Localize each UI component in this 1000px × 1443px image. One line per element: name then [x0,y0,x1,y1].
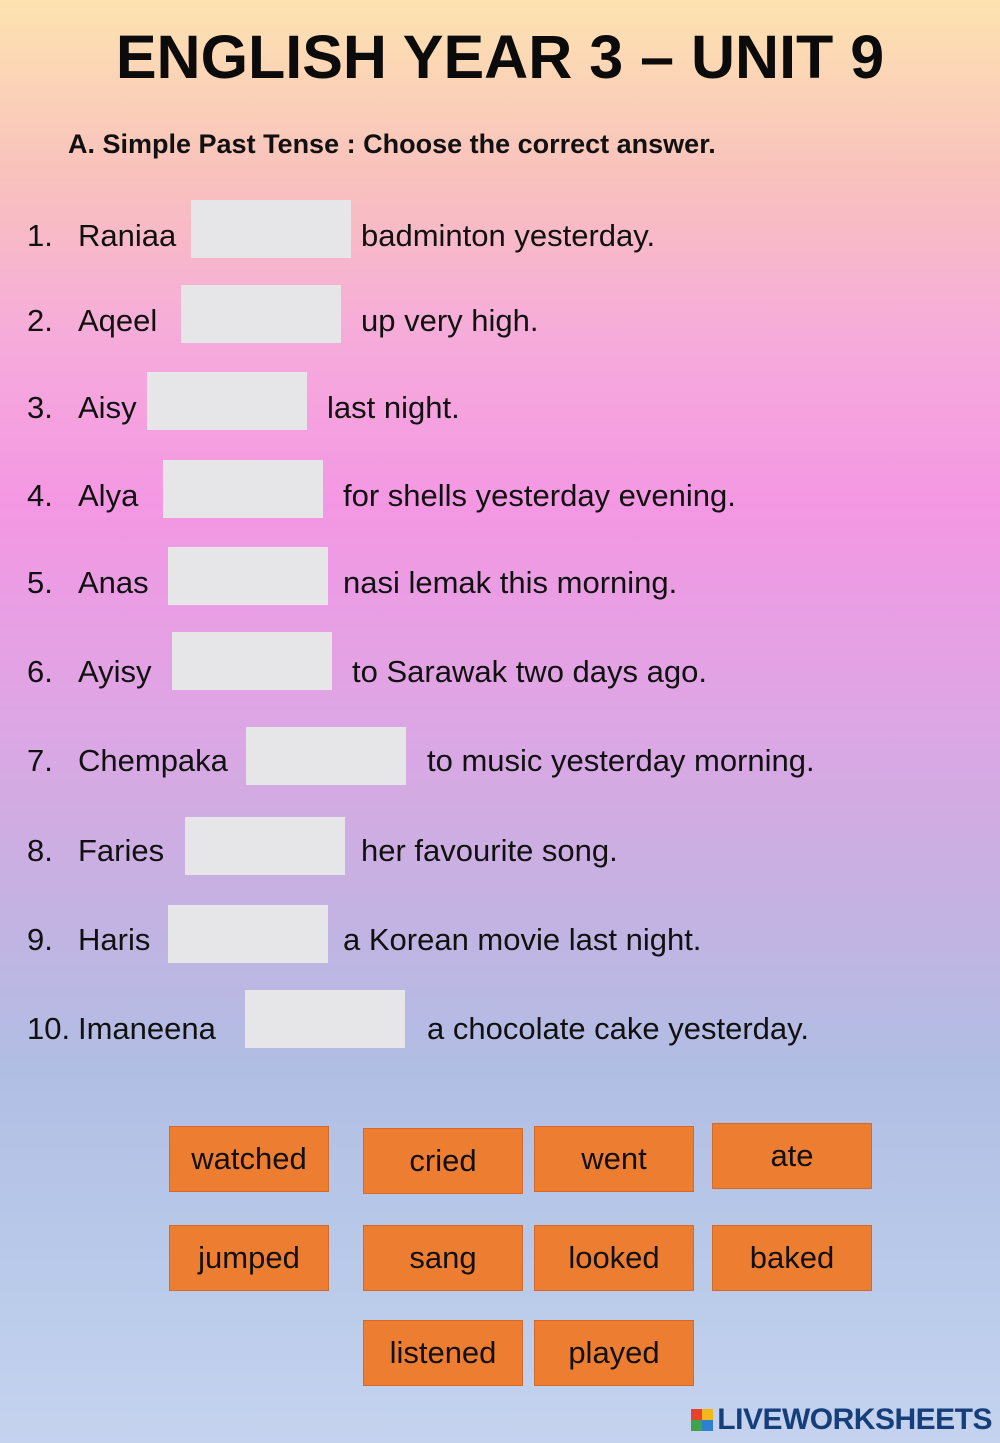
question-rest: last night. [327,390,460,425]
question-row [0,727,1000,787]
question-rest: badminton yesterday. [361,218,656,253]
question-rest: a chocolate cake yesterday. [427,1011,809,1046]
question-number: 4. [27,478,53,513]
word-chip-listened[interactable]: listened [363,1320,523,1386]
word-chip-ate[interactable]: ate [712,1123,872,1189]
word-chip-sang[interactable]: sang [363,1225,523,1291]
question-row [0,905,1000,965]
question-row [0,460,1000,520]
question-subject: Faries [78,833,165,868]
question-row [0,990,1000,1050]
question-rest: for shells yesterday evening. [343,478,736,513]
word-chip-went[interactable]: went [534,1126,694,1192]
word-chip-looked[interactable]: looked [534,1225,694,1291]
question-subject: Chempaka [78,743,228,778]
answer-blank-7[interactable] [246,727,406,785]
question-rest: to music yesterday morning. [427,743,815,778]
question-subject: Raniaa [78,218,177,253]
question-rest: her favourite song. [361,833,618,868]
question-subject: Aqeel [78,303,158,338]
answer-blank-8[interactable] [185,817,345,875]
watermark-text: LIVEWORKSHEETS [717,1403,992,1436]
answer-blank-5[interactable] [168,547,328,605]
question-number: 6. [27,654,53,689]
question-number: 10. [27,1011,71,1046]
worksheet-title: ENGLISH YEAR 3 – UNIT 9 [115,23,885,91]
word-chip-baked[interactable]: baked [712,1225,872,1291]
question-number: 7. [27,743,53,778]
liveworksheets-logo-icon [691,1409,713,1431]
question-subject: Alya [78,478,139,513]
answer-blank-1[interactable] [191,200,351,258]
answer-blank-4[interactable] [163,460,323,518]
answer-blank-3[interactable] [147,372,307,430]
answer-blank-2[interactable] [181,285,341,343]
question-rest: nasi lemak this morning. [343,565,678,600]
question-number: 9. [27,922,53,957]
question-number: 5. [27,565,53,600]
question-number: 2. [27,303,53,338]
question-subject: Haris [78,922,151,957]
question-number: 3. [27,390,53,425]
question-rest: up very high. [361,303,539,338]
question-row [0,817,1000,877]
word-chip-jumped[interactable]: jumped [169,1225,329,1291]
question-subject: Imaneena [78,1011,216,1046]
instruction-text: A. Simple Past Tense : Choose the correct answer. [68,129,716,159]
question-subject: Anas [78,565,149,600]
answer-blank-9[interactable] [168,905,328,963]
question-subject: Ayisy [78,654,152,689]
question-row [0,372,1000,432]
question-rest: a Korean movie last night. [343,922,702,957]
question-row [0,632,1000,692]
question-rest: to Sarawak two days ago. [352,654,707,689]
question-row [0,285,1000,345]
answer-blank-6[interactable] [172,632,332,690]
word-chip-watched[interactable]: watched [169,1126,329,1192]
question-number: 1. [27,218,53,253]
question-row [0,547,1000,607]
question-number: 8. [27,833,53,868]
word-chip-played[interactable]: played [534,1320,694,1386]
answer-blank-10[interactable] [245,990,405,1048]
question-row [0,200,1000,260]
word-chip-cried[interactable]: cried [363,1128,523,1194]
liveworksheets-watermark [691,1403,992,1437]
question-subject: Aisy [78,390,137,425]
